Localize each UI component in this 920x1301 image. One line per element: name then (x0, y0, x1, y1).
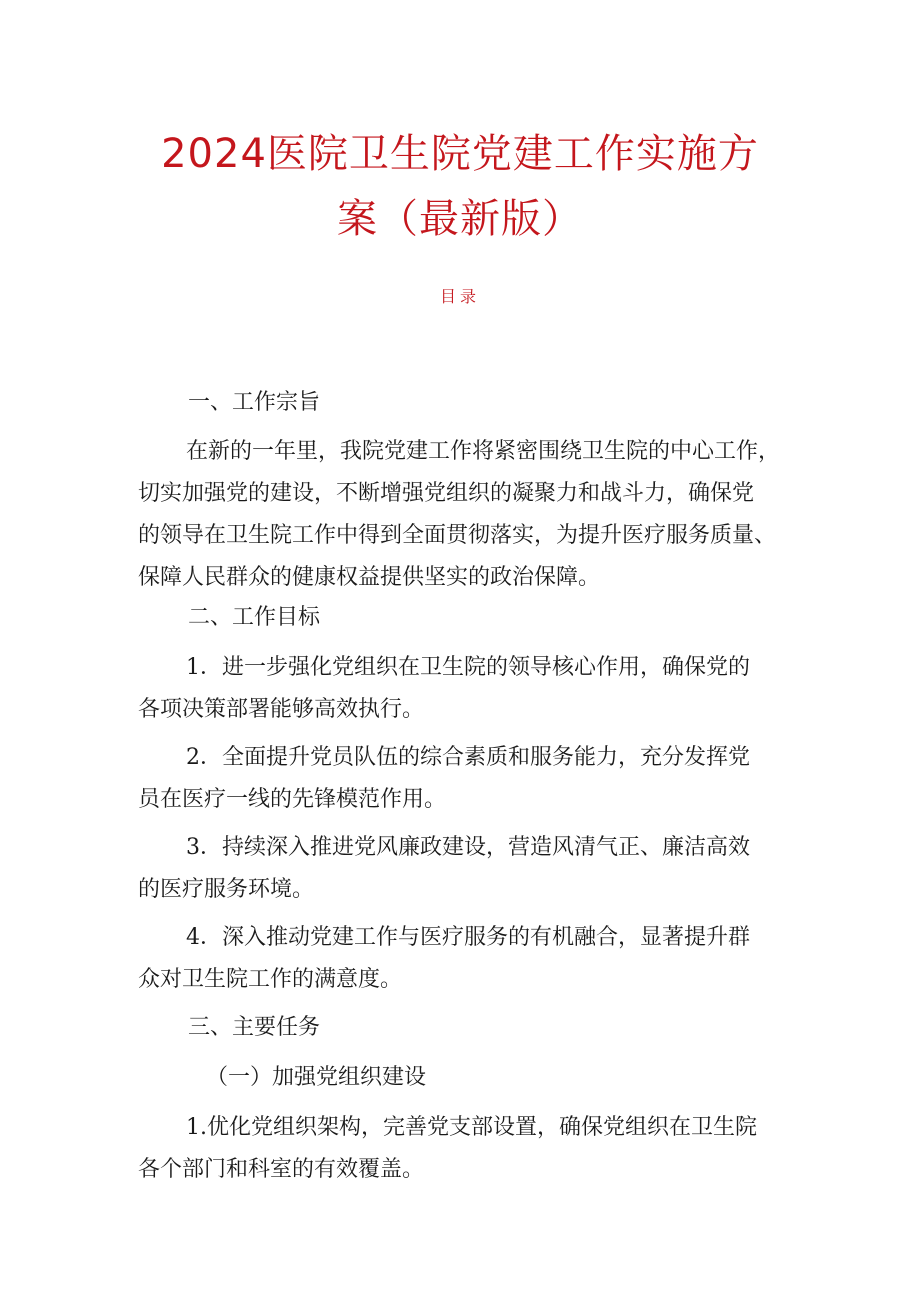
toc-link[interactable]: 目录 (439, 287, 480, 306)
goal-item-line: 各项决策部署能够高效执行。 (138, 697, 425, 722)
task-item-1 (138, 1117, 788, 1181)
section2-heading: 二、工作目标 (188, 605, 321, 630)
document-title-line2: 案（最新版） (337, 196, 583, 242)
paragraph-line: 在新的一年里，我院党建工作将紧密围绕卫生院的中心工作， (186, 439, 781, 464)
goal-item-line: 的医疗服务环境。 (138, 877, 315, 902)
goal-item-line: 1．进一步强化党组织在卫生院的领导核心作用，确保党的 (186, 655, 750, 680)
goal-item-line: 4．深入推动党建工作与医疗服务的有机融合，显著提升群 (186, 925, 750, 950)
section1-paragraph (138, 441, 788, 589)
goal-item-3 (138, 837, 788, 901)
goal-item-4 (138, 927, 788, 991)
section1-heading: 一、工作宗旨 (188, 390, 321, 415)
paragraph-line: 的领导在卫生院工作中得到全面贯彻落实，为提升医疗服务质量、 (138, 523, 777, 548)
document-title-line1: 2024医院卫生院党建工作实施方 (161, 131, 759, 177)
task-item-line: 1.优化党组织架构，完善党支部设置，确保党组织在卫生院 (186, 1115, 757, 1140)
goal-item-2 (138, 747, 788, 811)
section3-heading: 三、主要任务 (188, 1015, 321, 1040)
paragraph-line: 保障人民群众的健康权益提供坚实的政治保障。 (138, 565, 601, 590)
goal-item-line: 3．持续深入推进党风廉政建设，营造风清气正、廉洁高效 (186, 835, 750, 860)
task-item-line: 各个部门和科室的有效覆盖。 (138, 1157, 425, 1182)
section3-subheading: （一）加强党组织建设 (206, 1065, 427, 1090)
goal-item-line: 员在医疗一线的先锋模范作用。 (138, 787, 447, 812)
goal-item-1 (138, 657, 788, 721)
paragraph-line: 切实加强党的建设，不断增强党组织的凝聚力和战斗力，确保党 (138, 481, 755, 506)
goal-item-line: 2．全面提升党员队伍的综合素质和服务能力，充分发挥党 (186, 745, 750, 770)
goal-item-line: 众对卫生院工作的满意度。 (138, 967, 403, 992)
